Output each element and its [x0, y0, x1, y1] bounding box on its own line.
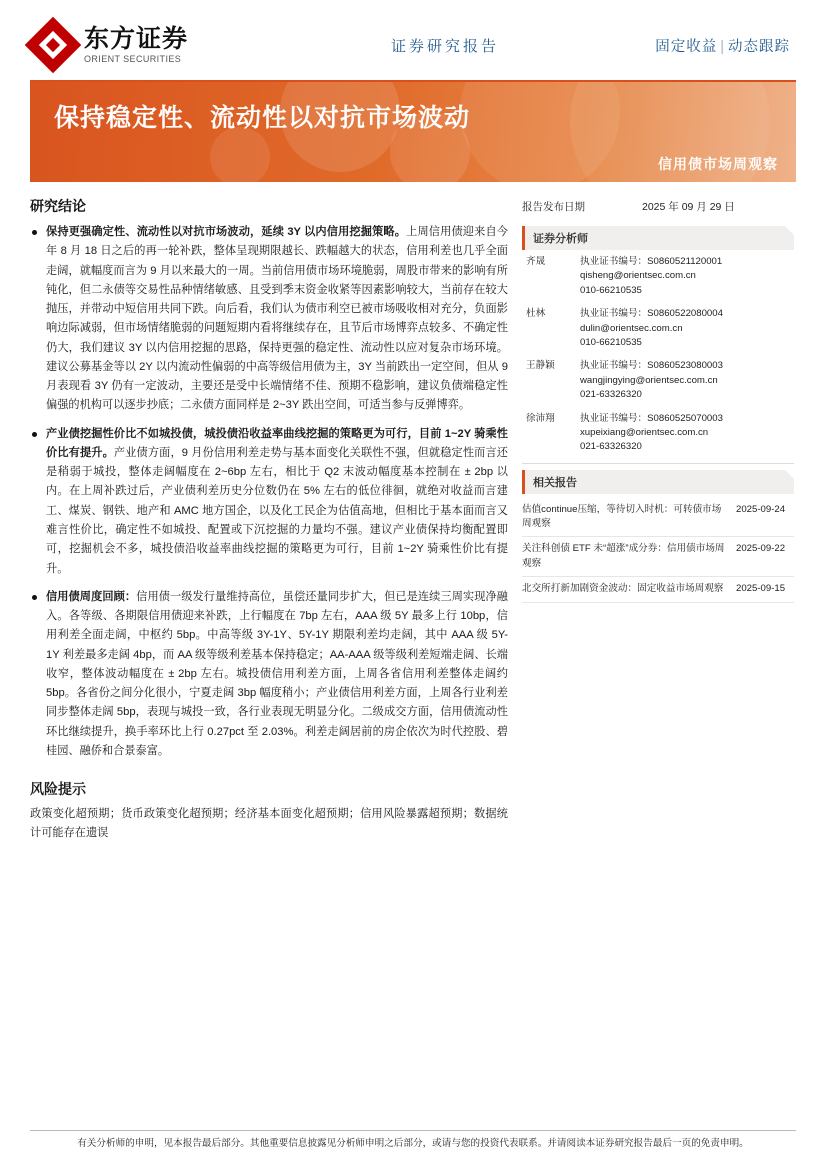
bullet-lead: 信用债周度回顾： — [46, 590, 137, 603]
panel-corner-icon — [785, 470, 794, 479]
analyst-phone: 021-63326320 — [580, 389, 642, 401]
page-header — [30, 0, 796, 76]
main-column — [30, 196, 522, 844]
list-item[interactable] — [522, 577, 794, 602]
risk-title: 风险提示 — [30, 781, 86, 798]
analyst-phone: 010-66210535 — [580, 336, 642, 348]
list-item[interactable] — [522, 537, 794, 577]
list-item — [522, 354, 794, 406]
related-reports-list — [522, 498, 794, 603]
report-date: 2025-09-22 — [736, 543, 786, 555]
conclusion-title: 研究结论 — [30, 198, 86, 214]
analyst-cert: 执业证书编号：S0860521120001 — [580, 256, 723, 267]
list-item[interactable] — [522, 498, 794, 538]
bullet-body: 产业债方面，9 月份信用利差走势与基本面变化关联性不强，但就稳定性而言还是稍弱于城投，整体走阔幅度在 2~6bp 左右，相比于 Q2 末波动幅度基本控制在 ± 2bp 以内。在上周补跌过后，产业债利差历史分位数仍在 5% 左右的低位徘徊，就绝对收益而言建工、煤炭、钢铁、地产和 AMC 地方国企，以及化工民企为估值高地，但相比于基本面而言又难言性价比，确定性不如城投、配置或下沉挖掘的力量均不强。建议产业债保持均衡配置即可，挖掘机会不多，城投债沿收益率曲线挖掘的策略更为可行，目前 1~2Y 骑乘性价比有提升。 — [46, 446, 508, 575]
page-subtitle: 信用债市场周观察 — [658, 156, 778, 172]
report-title[interactable]: 估值continue压缩，等待切入时机：可转债市场周观察 — [522, 503, 722, 530]
analyst-email[interactable]: dulin@orientsec.com.cn — [580, 322, 683, 334]
analyst-info — [580, 359, 794, 402]
analyst-list — [522, 250, 794, 464]
brand-text — [84, 26, 188, 64]
analyst-info — [580, 307, 794, 350]
category-separator: | — [720, 38, 725, 55]
brand-name-cn: 东方证券 — [84, 24, 189, 53]
analyst-name: 王静颖 — [526, 360, 555, 372]
analyst-info — [580, 412, 794, 455]
list-item — [522, 407, 794, 459]
bullet-body: 信用债一级发行量维持高位，虽偿还量同步扩大，但已是连续三周实现净融入。各等级、各期限信用债迎来补跌，上行幅度在 7bp 左右，AAA 级 5Y 最多上行 10bp，信用利差全面走阔，中枢约 5bp。中高等级 3Y-1Y、5Y-1Y 期限利差均走阔，其中 AAA 级 5Y-1Y 利差最多走阔 4bp，而 AA 级等级利差基本保持稳定；AA-AAA 级等级利差短端走阔、长端收窄，整体波动幅度在 ± 2bp 左右。城投债信用利差方面，上周各省信用利差整体走阔约 5bp。各省份之间分化很小，宁夏走阔 3bp 幅度稍小；产业债信用利差方面，上周各行业利差同步整体走阔 5bp，表现与城投一致，各行业表现无明显分化。二级成交方面，信用债流动性环比继续提升，换手率环比上行 0.27pct 至 2.03%。利差走阔居前的房企依次为时代控股、碧桂园、融侨和合景泰富。 — [46, 590, 508, 757]
list-item — [30, 425, 508, 579]
report-title[interactable]: 关注科创债 ETF 未“超涨”成分券：信用债市场周观察 — [522, 543, 725, 569]
analyst-name: 齐晟 — [526, 256, 546, 267]
sidebar-column — [522, 196, 794, 844]
related-reports-heading-label: 相关报告 — [533, 476, 577, 489]
content-area — [30, 196, 796, 844]
brand-name-en: ORIENT SECURITIES — [84, 54, 182, 65]
report-category — [570, 35, 796, 56]
footer-divider — [30, 1130, 796, 1131]
analyst-panel-heading — [522, 226, 794, 250]
analyst-name: 杜林 — [526, 308, 546, 320]
analyst-email[interactable]: qisheng@orientsec.com.cn — [580, 270, 696, 282]
analyst-cert: 执业证书编号：S0860525070003 — [580, 412, 723, 424]
risk-body: 政策变化超预期；货币政策变化超预期；经济基本面变化超预期；信用风险暴露超预期；数据统计可能存在遗误 — [30, 808, 508, 840]
analyst-phone: 021-63326320 — [580, 441, 642, 453]
publish-date-row — [522, 196, 794, 220]
analyst-info — [580, 255, 794, 298]
analyst-name: 徐沛翔 — [526, 412, 555, 424]
page-footer — [30, 1130, 796, 1151]
report-title[interactable]: 北交所打新加剧资金波动：固定收益市场周观察 — [522, 583, 724, 595]
list-item — [522, 302, 794, 354]
list-item — [30, 588, 508, 761]
title-banner — [30, 82, 796, 182]
analyst-panel-heading-label: 证券分析师 — [533, 233, 588, 245]
publish-date-label: 报告发布日期 — [522, 201, 585, 213]
related-reports-heading — [522, 470, 794, 494]
analyst-cert: 执业证书编号：S0860522080004 — [580, 308, 723, 320]
analyst-email[interactable]: wangjingying@orientsec.com.cn — [580, 374, 718, 386]
page-title: 保持稳定性、流动性以对抗市场波动 — [54, 104, 471, 132]
diamond-logo-icon — [30, 22, 76, 68]
category-secondary: 动态跟踪 — [728, 38, 790, 55]
bullet-lead: 保持更强确定性、流动性以对抗市场波动，延续 3Y 以内信用挖掘策略。 — [46, 226, 407, 238]
report-date: 2025-09-15 — [736, 583, 786, 595]
analyst-phone: 010-66210535 — [580, 284, 642, 296]
list-item — [522, 250, 794, 302]
bullet-lead: 产业债挖掘性价比不如城投债，城投债沿收益率曲线挖掘的策略更为可行，目前 1~2Y 骑乘性价比有提升。 — [46, 427, 508, 459]
report-type-label: 证券研究报告 — [390, 37, 499, 55]
list-item — [30, 223, 508, 416]
brand-logo — [30, 22, 320, 68]
bullet-body: 上周信用债迎来自今年 8 月 18 日之后的再一轮补跌，整体呈现期限越长、跌幅越大的状态，信用利差也几乎全面走阔，就幅度而言为 9 月以来最大的一周。当前信用债市场环境脆弱，周股市带来的影响有所钝化，但二永债等交易性品种情绪敏感、且受到季末资金收紧等因素影响较大，当前存在较大抛压，并带动中短信用共同下跌。向后看，我们认为债市利空已被市场吸收相对充分，负面影响边际减弱，但市场情绪脆弱的问题短期内看将继续存在，且节后市场博弈点较多、不确定性仍大，我们建议 3Y 以内信用挖掘的思路，保持更强的稳定性、流动性以应对复杂市场环境。建议公募基金等以 2Y 以内流动性偏弱的中高等级信用债为主，3Y 当前跌出一定空间，但从 9 月表现看 3Y 仍有一定波动，主要还是受中长端情绪不佳、预期不稳影响，建议负债端稳定性偏强的机构可以逐步抄底；二永债方面同样是 2~3Y 跌出空间，可适当参与反弹博弈。 — [46, 226, 508, 412]
conclusion-list — [30, 223, 508, 761]
category-primary: 固定收益 — [655, 38, 718, 55]
analyst-cert: 执业证书编号：S0860523080003 — [580, 360, 723, 372]
footer-disclaimer: 有关分析师的申明，见本报告最后部分。其他重要信息披露见分析师申明之后部分，或请与您的投资代表联系。并请阅读本证券研究报告最后一页的免责申明。 — [77, 1137, 749, 1149]
panel-corner-icon — [785, 226, 794, 235]
publish-date-value: 2025 年 09 月 29 日 — [642, 201, 735, 213]
analyst-email[interactable]: xupeixiang@orientsec.com.cn — [580, 426, 709, 438]
report-date: 2025-09-24 — [736, 503, 786, 515]
